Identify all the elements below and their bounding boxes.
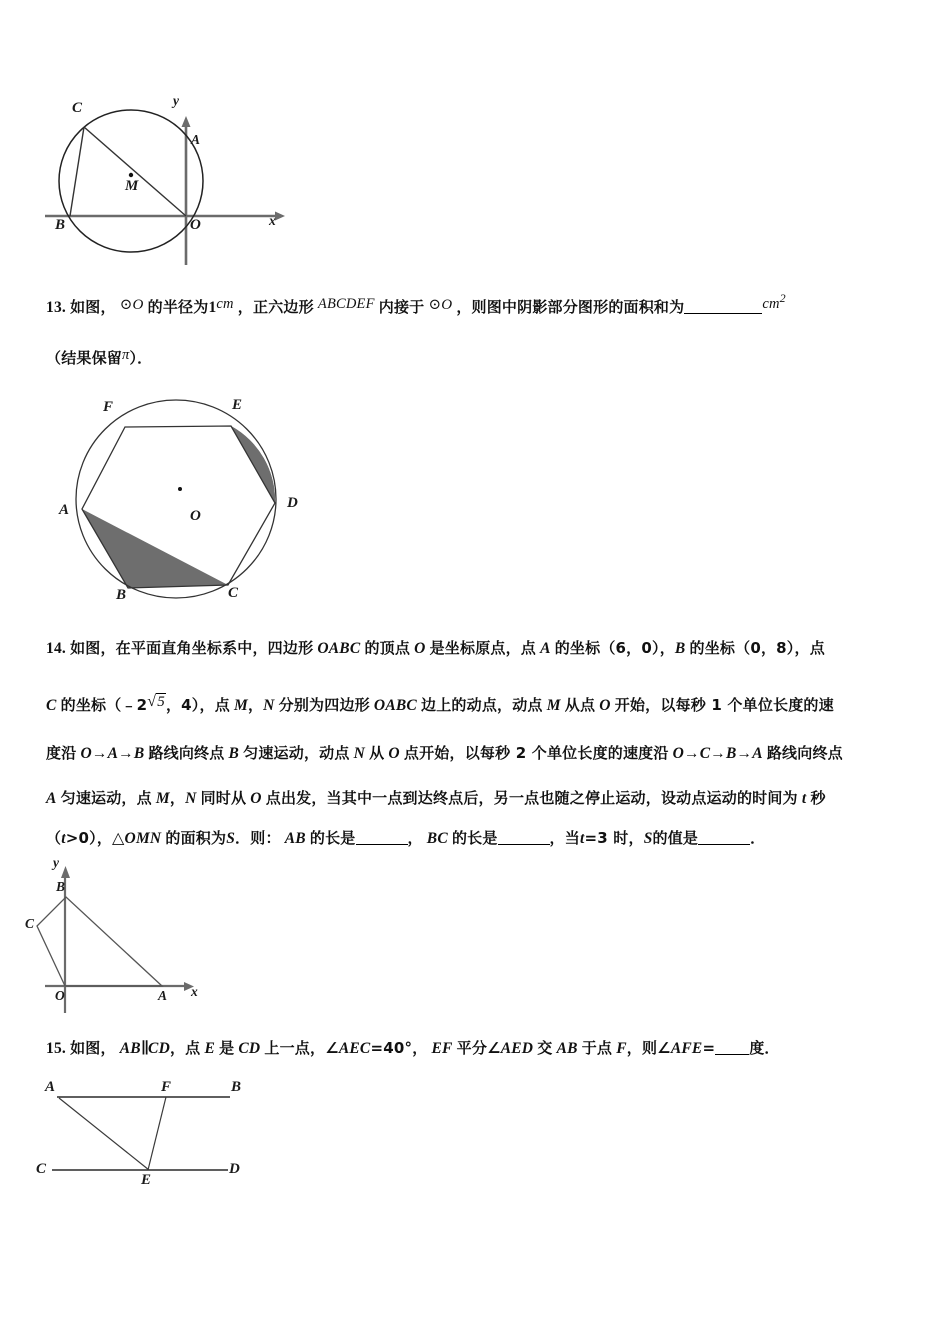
q15-ef: EF: [431, 1040, 453, 1057]
question-14-line-1: [46, 640, 825, 657]
q14-l5-s2: S: [643, 830, 653, 847]
figure13-label-a: A: [59, 502, 70, 518]
q14-number: 14.: [46, 640, 66, 657]
chord-co: [84, 127, 186, 216]
q14-l5-t2: t: [61, 830, 66, 847]
q14-l2-comma: ，: [247, 696, 264, 714]
figure13-label-d: D: [287, 495, 298, 511]
q14-l4-c: 点出发，当其中一点到达终点后，另一点也随之停止运动，设动点运动的时间为: [265, 789, 798, 807]
q14-l1-a: 如图，在平面直角坐标系中，四边形: [70, 639, 314, 657]
q14-l1-e: 的坐标（0，8），点: [689, 639, 825, 657]
q14-l4-o4: O: [250, 790, 262, 807]
figure15-label-c: C: [36, 1161, 47, 1177]
q15-b: ，点: [169, 1039, 201, 1057]
q15-f1: F: [616, 1040, 627, 1057]
q14-l3-d: 从: [369, 744, 385, 762]
q15-g: 交: [537, 1039, 553, 1057]
q14-triangle-symbol: △: [112, 830, 125, 847]
q14-l1-c: 是坐标原点，点: [429, 639, 537, 657]
angle-symbol-icon-2: ∠: [487, 1039, 501, 1057]
q15-a: 如图，: [70, 1039, 116, 1057]
q14-l3-e: 点开始，以每秒 2 个单位长度的速度沿: [403, 744, 669, 762]
q15-number: 15.: [46, 1040, 66, 1057]
figure15-label-a: A: [45, 1079, 56, 1095]
q14-l3-c: 匀速运动，动点: [243, 744, 350, 762]
figure15-label-e: E: [141, 1172, 152, 1188]
segment-fe: [148, 1097, 166, 1170]
q15-f: 平分: [456, 1039, 488, 1057]
q14-l4-comma: ，: [169, 789, 186, 807]
question-15-line-1: [46, 1040, 780, 1057]
q14-l3-path2: O→C→B→A: [672, 745, 763, 762]
q14-l4-n3: N: [185, 790, 197, 807]
q15-ab: AB: [119, 1040, 141, 1057]
q14-l3-b: 路线向终点: [148, 744, 225, 762]
q14-l2-a: 的坐标（﹣2: [60, 696, 148, 714]
q14-l5-bc: BC: [426, 830, 448, 847]
q14-l5-f: ，: [407, 829, 423, 847]
figure13-label-e: E: [232, 397, 243, 413]
x-axis-arrowhead: [275, 212, 285, 221]
q15-j: =: [702, 1039, 716, 1057]
q13-pi-symbol: π: [122, 347, 130, 363]
q14-l2-b: ，4），点: [165, 696, 230, 714]
figure14-label-y: y: [53, 855, 59, 870]
angle-symbol-icon-1: ∠: [325, 1039, 339, 1057]
q14-l3-n2: N: [353, 745, 366, 762]
q13-circle-o-1: ⊙O: [119, 296, 144, 313]
q14-l3-path1: O→A→B: [80, 745, 145, 762]
question-14-line-4: [46, 790, 826, 807]
q13-unit-exponent: 2: [779, 291, 786, 305]
q14-l2-m2: M: [546, 697, 561, 714]
q14-answer-blank-3[interactable]: [698, 844, 750, 845]
figure-parallel-lines-abcd: [35, 1080, 285, 1200]
q14-l5-k: ．: [750, 829, 766, 847]
figure13-label-b: B: [116, 587, 127, 603]
q14-l1-d: 的坐标（6，0），: [554, 639, 675, 657]
q14-l1-b: 的顶点: [364, 639, 411, 657]
figure14-label-o: O: [55, 988, 65, 1003]
q14-l5-e: 的长是: [309, 829, 356, 847]
figure-quadrilateral-oabc: [25, 855, 235, 1013]
q14-l4-a: 匀速运动，点: [60, 789, 152, 807]
question-14-line-5: [46, 830, 765, 848]
segment-ae: [59, 1098, 149, 1170]
q14-l4-t1: t: [801, 790, 807, 807]
q14-l1-a-point: A: [540, 640, 551, 657]
center-point-o: [178, 487, 182, 491]
figure15-label-b: B: [231, 1079, 242, 1095]
parallel-symbol-icon: ∥: [140, 1040, 149, 1057]
q15-aed: AED: [500, 1040, 534, 1057]
y-axis-arrowhead: [61, 866, 70, 878]
figure13-label-f: F: [103, 399, 114, 415]
q14-l4-d: 秒: [810, 789, 826, 807]
q13-answer-blank[interactable]: [684, 313, 762, 314]
figure12-label-x: x: [269, 213, 276, 228]
q14-l2-n: N: [263, 697, 275, 714]
figure12-label-o: O: [190, 217, 201, 233]
q14-l5-ab: AB: [284, 830, 306, 847]
figure13-label-o: O: [190, 508, 201, 524]
figure15-label-d: D: [229, 1161, 240, 1177]
q14-l3-f: 路线向终点: [766, 744, 843, 762]
q13-line2-a: （结果保留: [46, 349, 123, 367]
q14-l5-b: >0），: [65, 829, 113, 847]
figure13-label-c: C: [228, 585, 239, 601]
figure-circle-inscribed-triangle: [45, 95, 295, 260]
q15-d: 上一点，: [264, 1039, 326, 1057]
angle-symbol-icon-3: ∠: [657, 1039, 671, 1057]
q14-l5-a: （: [46, 829, 62, 847]
figure14-label-a: A: [158, 988, 168, 1003]
q14-l5-omn: OMN: [124, 830, 162, 847]
y-axis-arrowhead: [182, 116, 191, 127]
figure-hexagon-in-circle: [60, 385, 320, 610]
q15-c: 是: [219, 1039, 235, 1057]
q14-l2-c: 分别为四边形: [278, 696, 370, 714]
quadrilateral-outline: [37, 897, 162, 986]
q13-line2-b: ）．: [129, 349, 153, 367]
q14-l4-a2: A: [46, 790, 57, 807]
q13-unit-cm2: $cm^2$: [762, 291, 786, 312]
q13-radius-value: 1: [208, 298, 217, 316]
q14-answer-blank-1[interactable]: [356, 844, 408, 845]
q14-l5-i: =3 时，: [584, 829, 644, 847]
q14-l3-o3: O: [388, 745, 400, 762]
figure12-label-c: C: [72, 100, 83, 116]
q15-cd2: CD: [238, 1040, 261, 1057]
q15-answer-blank[interactable]: [715, 1054, 749, 1055]
q15-h: 于点: [581, 1039, 613, 1057]
q15-afe: AFE: [670, 1040, 703, 1057]
figure12-label-a: A: [191, 132, 201, 147]
center-point-m: [129, 173, 133, 177]
q14-l1-quad: OABC: [317, 640, 361, 657]
q14-l4-b: 同时从: [200, 789, 247, 807]
figure12-label-y: y: [173, 93, 179, 108]
q14-l5-g: 的长是: [451, 829, 498, 847]
q14-l5-j: 的值是: [652, 829, 699, 847]
q13-unit-cm: cm: [216, 295, 234, 312]
q14-l2-m: M: [233, 697, 248, 714]
question-14-line-3: [46, 745, 843, 762]
q13-text-4: 内接于: [378, 297, 425, 316]
q14-l3-b2: B: [228, 745, 240, 762]
q15-e1: E: [204, 1040, 216, 1057]
q15-k: 度．: [749, 1039, 780, 1057]
q14-l1-b-point: B: [674, 640, 686, 657]
radical-sign: √: [147, 693, 157, 710]
q13-hexagon-name: ABCDEF: [317, 295, 375, 312]
q15-aec: AEC: [338, 1040, 371, 1057]
q14-l2-c-point: C: [46, 697, 57, 714]
q14-l4-m3: M: [155, 790, 170, 807]
shaded-triangle-abc: [82, 509, 228, 588]
q13-circle-o-2: ⊙O: [428, 296, 453, 313]
q15-ab2: AB: [556, 1040, 578, 1057]
q14-l1-o: O: [414, 640, 426, 657]
q14-l5-h: ，当: [549, 829, 580, 847]
question-13-line-2: [46, 348, 152, 367]
q14-l2-o2: O: [599, 697, 611, 714]
q14-l2-e: 从点: [564, 696, 596, 714]
q13-text-2: 的半径为: [147, 297, 209, 316]
q14-sqrt-5: [147, 693, 166, 711]
figure14-label-b: B: [56, 879, 66, 894]
figure12-label-m: M: [125, 178, 139, 194]
q13-number: 13.: [46, 298, 66, 316]
q13-text-1: 如图，: [70, 297, 116, 316]
question-14-line-2: [46, 693, 834, 714]
figure12-label-b: B: [55, 217, 66, 233]
q15-cd1: CD: [148, 1040, 170, 1057]
q14-l5-t3: t: [579, 830, 585, 847]
q14-l5-c: 的面积为: [165, 829, 227, 847]
radicand-value: 5: [157, 694, 165, 710]
q14-l5-s1: S: [226, 830, 236, 847]
q14-l3-a: 度沿: [46, 744, 77, 762]
q14-l2-d: 边上的动点，动点: [421, 696, 543, 714]
q14-l5-d: ．则：: [235, 829, 281, 847]
figure14-label-c: C: [25, 916, 35, 931]
question-13-line-1: [46, 292, 786, 316]
q13-text-5: ，则图中阴影部分图形的面积和为: [456, 297, 685, 316]
q15-e: =40°，: [370, 1039, 428, 1057]
figure15-label-f: F: [161, 1079, 172, 1095]
q14-answer-blank-2[interactable]: [498, 844, 550, 845]
q15-i: ，则: [626, 1039, 658, 1057]
figure14-label-x: x: [191, 984, 198, 999]
q13-text-3: ，正六边形: [237, 297, 314, 316]
q14-l2-f: 开始，以每秒 1 个单位长度的速: [614, 696, 834, 714]
q14-l2-quad: OABC: [373, 697, 417, 714]
